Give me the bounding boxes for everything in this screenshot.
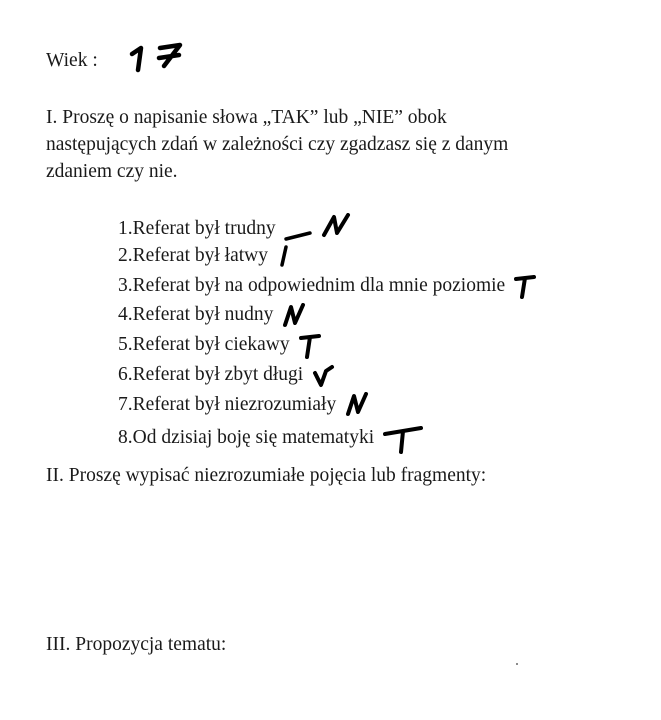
handwritten-age-17 xyxy=(128,36,192,76)
section-1-line: I. Proszę o napisanie słowa „TAK” lub „NIE” obok xyxy=(46,107,447,128)
question-item xyxy=(118,243,536,273)
question-text: 2.Referat był łatwy xyxy=(118,244,268,266)
question-text: 7.Referat był niezrozumiały xyxy=(118,393,337,415)
handwritten-answer-n xyxy=(345,392,369,418)
question-item xyxy=(118,422,536,452)
scan-speck xyxy=(516,663,518,665)
question-item xyxy=(118,213,536,243)
section-3-title: III. Propozycja tematu: xyxy=(46,634,227,655)
question-text: 5.Referat był ciekawy xyxy=(118,334,290,356)
question-text: 3.Referat był na odpowiednim dla mnie poziomie xyxy=(118,274,506,296)
section-2-title: II. Proszę wypisać niezrozumiałe pojęcia lub fragmenty: xyxy=(46,465,487,486)
section-1-line: następujących zdań w zależności czy zgadzasz się z danym xyxy=(46,134,509,155)
handwritten-answer-n xyxy=(312,363,338,389)
section-1-line: zdaniem czy nie. xyxy=(46,161,178,182)
handwritten-answer-n xyxy=(282,303,306,329)
section-1-instructions xyxy=(46,104,646,185)
question-text: 8.Od dzisiaj boję się matematyki xyxy=(118,427,375,449)
age-label: Wiek : xyxy=(46,50,98,71)
question-text: 4.Referat był nudny xyxy=(118,304,274,326)
handwritten-answer-t xyxy=(383,422,425,456)
question-list xyxy=(118,213,536,451)
question-text: 1.Referat był trudny xyxy=(118,218,276,240)
question-item xyxy=(118,332,536,362)
question-text: 6.Referat był zbyt długi xyxy=(118,363,304,385)
handwritten-answer-t xyxy=(277,243,297,269)
handwritten-answer-t xyxy=(299,333,321,359)
question-item xyxy=(118,273,536,303)
question-item xyxy=(118,362,536,392)
handwritten-answer-t xyxy=(514,273,536,299)
question-item xyxy=(118,302,536,332)
question-item xyxy=(118,392,536,422)
